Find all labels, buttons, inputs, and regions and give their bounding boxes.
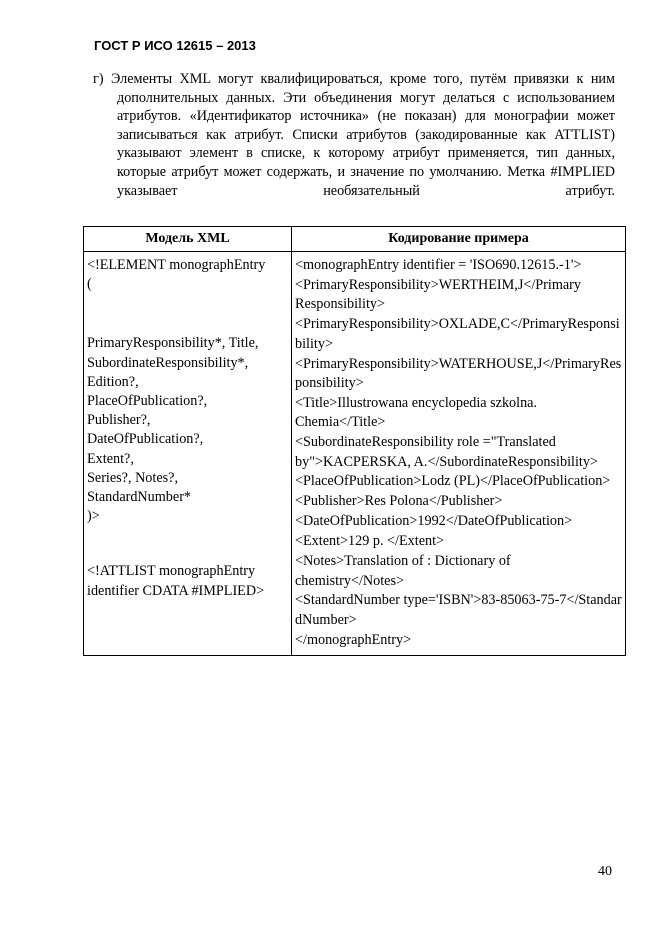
example-line: <PrimaryResponsibility>WATERHOUSE,J</PrimaryResponsibility> bbox=[295, 355, 622, 391]
model-field: Series?, Notes?, bbox=[87, 469, 179, 486]
model-cell bbox=[84, 252, 292, 656]
model-field: DateOfPublication?, bbox=[87, 431, 204, 448]
document-header: ГОСТ Р ИСО 12615 – 2013 bbox=[94, 38, 256, 53]
example-line: <PrimaryResponsibility>OXLADE,C</PrimaryResponsibility> bbox=[295, 316, 620, 352]
example-line: <Extent>129 p. </Extent> bbox=[295, 533, 445, 550]
column-header-example: Кодирование примера bbox=[292, 227, 626, 252]
example-cell bbox=[292, 252, 626, 656]
model-attlist-line: identifier CDATA #IMPLIED> bbox=[87, 582, 265, 599]
model-field: Extent?, bbox=[87, 450, 134, 467]
model-field: SubordinateResponsibility*, bbox=[87, 354, 249, 371]
example-line: <Publisher>Res Polona</Publisher> bbox=[295, 493, 503, 510]
example-line: <SubordinateResponsibility role ="Translated by">KACPERSKA, A.</SubordinateResponsibility> bbox=[295, 434, 598, 470]
page-number: 40 bbox=[598, 864, 612, 879]
example-line: <Title>Illustrowana encyclopedia szkolna. Chemia</Title> bbox=[295, 394, 538, 431]
model-paren-close: )> bbox=[87, 508, 100, 525]
table-header-row bbox=[84, 227, 626, 252]
model-attlist-line: <!ATTLIST monographEntry bbox=[87, 563, 256, 580]
example-line: <PrimaryResponsibility>WERTHEIM,J</Primary Responsibility> bbox=[295, 276, 581, 313]
model-element-open: <!ELEMENT monographEntry bbox=[87, 257, 266, 273]
paragraph-item-g: г) Элементы XML могут квалифицироваться, кроме того, путём привязки к ним дополнительных данных. Эти объединения могут делаться с использованием атрибутов. «Идентификатор источника» (не показан) для монографии может записываться как атрибут. Списки атрибутов (закодированные как ATTLIST) указывают элемент в списке, к которому атрибут применяется, тип данных, которые атрибут может содержать, и значение по умолчанию. Метка #IMPLIED указывает необязательный атрибут. bbox=[93, 71, 615, 199]
example-line: <PlaceOfPublication>Lodz (PL)</PlaceOfPublication> bbox=[295, 473, 611, 490]
example-line: <Notes>Translation of : Dictionary of chemistry</Notes> bbox=[295, 553, 511, 589]
model-paren-open: ( bbox=[87, 276, 92, 293]
example-line: </monographEntry> bbox=[295, 631, 412, 648]
model-field: PrimaryResponsibility*, Title, bbox=[87, 335, 259, 352]
model-field: Edition?, bbox=[87, 373, 139, 390]
model-field: PlaceOfPublication?, bbox=[87, 393, 208, 410]
example-line: <StandardNumber type='ISBN'>83-85063-75-7</StandardNumber> bbox=[295, 592, 622, 628]
column-header-model: Модель XML bbox=[84, 227, 292, 252]
table-row bbox=[84, 252, 626, 656]
example-line: <DateOfPublication>1992</DateOfPublication> bbox=[295, 513, 573, 530]
model-field: Publisher?, bbox=[87, 412, 151, 429]
body-paragraph bbox=[93, 70, 615, 219]
model-field: StandardNumber* bbox=[87, 489, 192, 506]
xml-model-table bbox=[83, 226, 626, 656]
example-line: <monographEntry identifier = 'ISO690.12615.-1'> bbox=[295, 257, 582, 273]
